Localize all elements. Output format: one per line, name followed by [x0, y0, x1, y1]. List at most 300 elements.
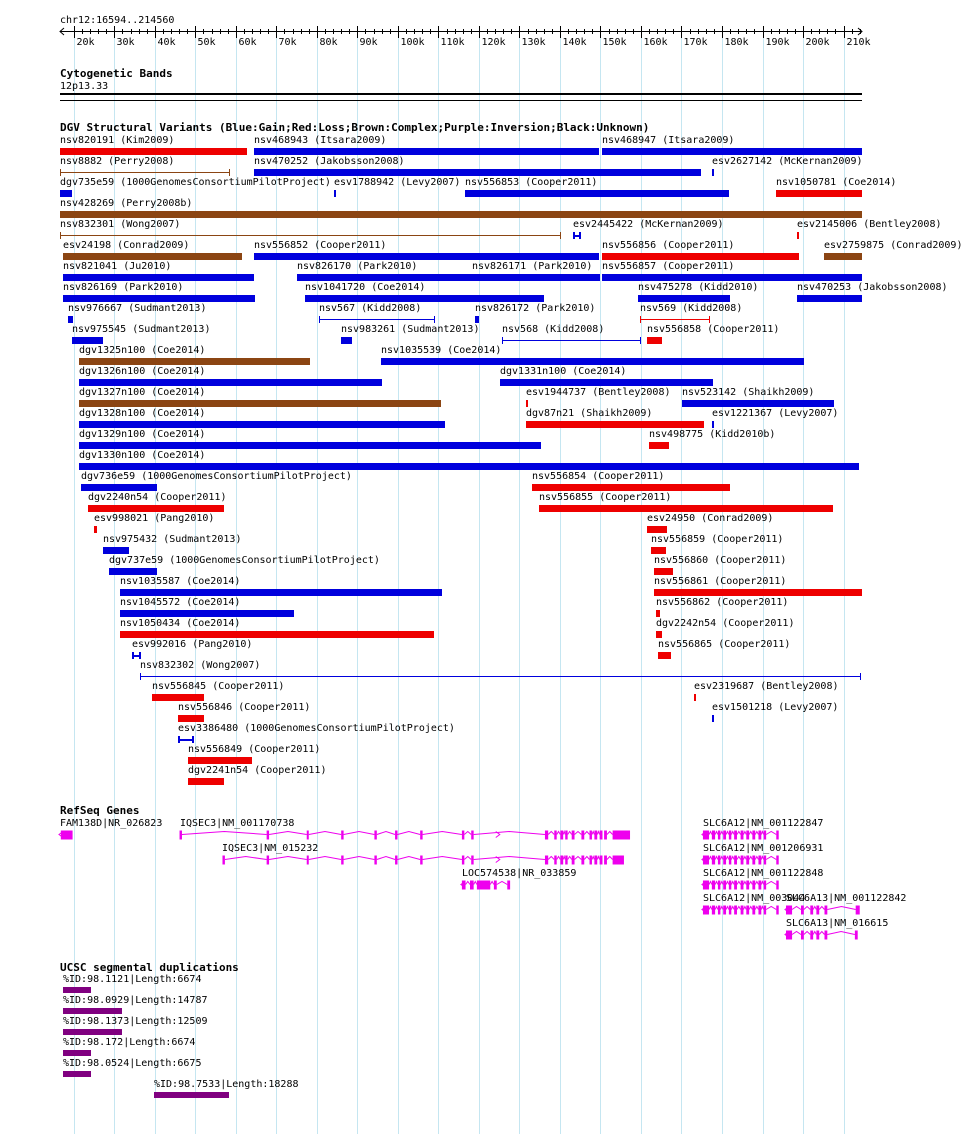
dgv-feature-label[interactable]: nsv475278 (Kidd2010) [638, 282, 759, 293]
dgv-feature-label[interactable]: nsv1045572 (Coe2014) [120, 597, 241, 608]
dgv-feature-label[interactable]: nsv975432 (Sudmant2013) [103, 534, 242, 545]
gene-exon [786, 906, 792, 915]
gene-exon [477, 881, 490, 890]
dgv-feature-label[interactable]: nsv556860 (Cooper2011) [654, 555, 787, 566]
dgv-feature-label[interactable]: dgv735e59 (1000GenomesConsortiumPilotProject) [60, 177, 331, 188]
gene-exon [758, 881, 761, 890]
ruler-tick-label: 200k [805, 37, 830, 48]
gene-intron [490, 882, 494, 885]
segdup-bar[interactable] [63, 987, 91, 993]
gene-intron [563, 832, 565, 835]
dgv-feature-label[interactable]: nsv556849 (Cooper2011) [188, 744, 321, 755]
gene-intron [792, 932, 801, 935]
gene-exon [718, 881, 720, 890]
dgv-feature-label[interactable]: dgv1331n100 (Coe2014) [500, 366, 627, 377]
gene-intron [575, 857, 582, 860]
gene-exon [374, 831, 376, 840]
gene-exon [395, 831, 397, 840]
gene-intron [737, 832, 741, 835]
cytoband-label: 12p13.33 [60, 81, 109, 92]
gene-label[interactable]: SLC6A12|NM_001122848 [703, 868, 824, 879]
gene-exon [752, 831, 755, 840]
gene-intron [804, 932, 810, 935]
gene-exon [758, 906, 761, 915]
gene-exon [600, 831, 603, 840]
gene-exon [470, 881, 474, 890]
dgv-feature-label[interactable]: esv2627142 (McKernan2009) [712, 156, 863, 167]
ruler-tick-label: 110k [440, 37, 465, 48]
gene-intron [726, 857, 729, 860]
gene-intron [715, 857, 718, 860]
dgv-feature-label[interactable]: nsv826172 (Park2010) [475, 303, 596, 314]
dgv-track-title[interactable]: DGV Structural Variants (Blue:Gain;Red:Loss;Brown:Complex;Purple:Inversion;Black:Unknown) [60, 121, 650, 134]
dgv-feature-label[interactable]: esv998021 (Pang2010) [94, 513, 215, 524]
gene-intron [225, 857, 267, 860]
dgv-feature-label[interactable]: dgv2241n54 (Cooper2011) [188, 765, 327, 776]
dgv-feature-label[interactable]: dgv1326n100 (Coe2014) [79, 366, 206, 377]
dgv-feature-label[interactable]: nsv820191 (Kim2009) [60, 135, 175, 146]
dgv-feature-label[interactable]: nsv468947 (Itsara2009) [602, 135, 735, 146]
gene-exon [613, 856, 624, 865]
gene-intron [749, 882, 752, 885]
gene-label[interactable]: FAM138D|NR_026823 [60, 818, 163, 829]
gene-exon [712, 881, 715, 890]
gene-intron [474, 832, 545, 835]
dgv-feature-label[interactable]: nsv556865 (Cooper2011) [658, 639, 791, 650]
gene-intron [377, 832, 395, 835]
ruler-tick-label: 130k [521, 37, 546, 48]
ruler-tick-label: 140k [562, 37, 587, 48]
dgv-feature-label[interactable]: nsv556846 (Cooper2011) [178, 702, 311, 713]
gene-intron [813, 907, 816, 910]
ruler-tick-label: 30k [116, 37, 135, 48]
dgv-feature-label[interactable]: nsv556861 (Cooper2011) [654, 576, 787, 587]
gene-exon [61, 831, 73, 840]
gene-exon [341, 856, 343, 865]
gene-intron [568, 857, 572, 860]
gene-exon [554, 831, 556, 840]
dgv-feature-label[interactable]: nsv1050781 (Coe2014) [776, 177, 897, 188]
dgv-feature-label[interactable]: esv1221367 (Levy2007) [712, 408, 839, 419]
dgv-feature-label[interactable]: nsv556859 (Cooper2011) [651, 534, 784, 545]
gene-label[interactable]: IQSEC3|NM_015232 [222, 843, 319, 854]
gene-intron [607, 857, 613, 860]
gene-exon [581, 856, 584, 865]
gene-intron [715, 907, 718, 910]
gene-exon [494, 881, 497, 890]
gene-label[interactable]: SLC6A13|NM_001122842 [786, 893, 907, 904]
gene-exon [810, 931, 813, 940]
gene-intron [749, 907, 752, 910]
ruler-tick-label: 50k [197, 37, 216, 48]
dgv-feature-label[interactable]: nsv556862 (Cooper2011) [656, 597, 789, 608]
gene-exon [801, 931, 804, 940]
gene-exon [729, 881, 731, 890]
segdup-label[interactable]: %ID:98.172|Length:6674 [63, 1037, 196, 1048]
gene-exon [712, 906, 715, 915]
gene-exon [776, 831, 778, 840]
gene-exon [723, 881, 726, 890]
cytoband-track-title[interactable]: Cytogenetic Bands [60, 67, 173, 80]
gene-exon [734, 831, 737, 840]
dgv-feature-label[interactable]: nsv826171 (Park2010) [472, 261, 593, 272]
gene-exon [180, 831, 182, 840]
gene-exon [703, 906, 709, 915]
gene-intron [464, 832, 471, 835]
gene-exon [307, 831, 309, 840]
gene-intron [819, 907, 824, 910]
gene-intron [464, 857, 471, 860]
segdup-bar[interactable] [63, 1008, 122, 1014]
gene-intron [755, 832, 758, 835]
gene-intron [548, 857, 554, 860]
segdup-track-title[interactable]: UCSC segmental duplications [60, 961, 239, 974]
gene-exon [471, 856, 473, 865]
gene-intron [726, 832, 729, 835]
dgv-feature-label[interactable]: nsv556845 (Cooper2011) [152, 681, 285, 692]
gene-exon [824, 906, 827, 915]
gene-intron [766, 907, 776, 910]
dgv-feature-label[interactable]: esv992016 (Pang2010) [132, 639, 253, 650]
gene-exon [764, 831, 766, 840]
gene-exon [734, 906, 737, 915]
gene-exon [752, 881, 755, 890]
gene-intron [397, 857, 420, 860]
dgv-feature-label[interactable]: nsv470253 (Jakobsson2008) [797, 282, 948, 293]
segdup-label[interactable]: %ID:98.1121|Length:6674 [63, 974, 202, 985]
gene-intron [709, 882, 712, 885]
dgv-feature-label[interactable]: nsv556853 (Cooper2011) [465, 177, 598, 188]
gene-exon [758, 831, 761, 840]
gene-intron [792, 907, 801, 910]
gene-exon [395, 856, 397, 865]
dgv-feature-label[interactable]: nsv821041 (Ju2010) [63, 261, 172, 272]
ruler-tick-label: 100k [400, 37, 425, 48]
gene-exon [712, 831, 715, 840]
gene-exon [560, 831, 563, 840]
dgv-feature-label[interactable]: nsv556852 (Cooper2011) [254, 240, 387, 251]
gene-label[interactable]: SLC6A12|NM_001122847 [703, 818, 824, 829]
gene-intron [423, 832, 462, 835]
gene-intron [731, 882, 734, 885]
gene-exon [741, 831, 744, 840]
dgv-feature-label[interactable]: dgv1327n100 (Coe2014) [79, 387, 206, 398]
gene-intron [709, 907, 712, 910]
gene-exon [776, 881, 778, 890]
gene-exon [420, 856, 422, 865]
gene-exon [723, 906, 726, 915]
gene-intron [819, 932, 824, 935]
ruler-tick-label: 180k [724, 37, 749, 48]
gene-intron [726, 882, 729, 885]
gene-exon [462, 881, 466, 890]
refseq-track-title[interactable]: RefSeq Genes [60, 804, 140, 817]
dgv-feature-label[interactable]: nsv523142 (Shaikh2009) [682, 387, 815, 398]
dgv-feature-label[interactable]: nsv976667 (Sudmant2013) [68, 303, 207, 314]
dgv-feature-label[interactable]: dgv736e59 (1000GenomesConsortiumPilotProject) [81, 471, 352, 482]
gene-intron [743, 857, 746, 860]
gene-intron [344, 857, 375, 860]
gene-exon [718, 906, 720, 915]
gene-intron [755, 907, 758, 910]
dgv-feature-label[interactable]: nsv832301 (Wong2007) [60, 219, 181, 230]
gene-intron [720, 882, 723, 885]
dgv-feature-label[interactable]: nsv556858 (Cooper2011) [647, 324, 780, 335]
gene-exon [545, 831, 548, 840]
ruler-tick-label: 120k [481, 37, 506, 48]
gene-exon [734, 856, 737, 865]
segdup-bar[interactable] [154, 1092, 229, 1098]
gene-exon [816, 906, 819, 915]
gene-exon [560, 856, 563, 865]
gene-intron [804, 907, 810, 910]
gene-intron [731, 857, 734, 860]
dgv-feature-label[interactable]: nsv498775 (Kidd2010b) [649, 429, 776, 440]
dgv-feature-label[interactable]: dgv1330n100 (Coe2014) [79, 450, 206, 461]
gene-intron [720, 832, 723, 835]
gene-exon [718, 831, 720, 840]
gene-intron [766, 832, 776, 835]
dgv-feature-label[interactable]: nsv8882 (Perry2008) [60, 156, 175, 167]
segdup-bar[interactable] [63, 1050, 91, 1056]
gene-intron [592, 832, 594, 835]
dgv-feature-label[interactable]: dgv1328n100 (Coe2014) [79, 408, 206, 419]
dgv-feature-label[interactable]: esv2145006 (Bentley2008) [797, 219, 942, 230]
gene-intron [557, 832, 561, 835]
dgv-feature-label[interactable]: nsv428269 (Perry2008b) [60, 198, 193, 209]
gene-exon [776, 856, 778, 865]
dgv-feature-label[interactable]: nsv556854 (Cooper2011) [532, 471, 665, 482]
ruler-tick-label: 70k [278, 37, 297, 48]
gene-label[interactable]: SLC6A12|NM_003044 [703, 893, 806, 904]
dgv-feature-label[interactable]: esv1944737 (Bentley2008) [526, 387, 671, 398]
ruler-tick-label: 210k [846, 37, 871, 48]
gene-exon [729, 831, 731, 840]
dgv-feature-label[interactable]: nsv1035587 (Coe2014) [120, 576, 241, 587]
gene-exon [741, 906, 744, 915]
gene-intron [397, 832, 420, 835]
gene-intron [743, 907, 746, 910]
gene-intron [726, 907, 729, 910]
gene-intron [597, 857, 599, 860]
gene-exon [712, 856, 715, 865]
gene-intron [344, 832, 375, 835]
gene-intron [568, 832, 572, 835]
gene-intron [827, 907, 855, 910]
gene-label[interactable]: LOC574538|NR_033859 [462, 868, 577, 879]
gene-intron [737, 857, 741, 860]
gene-intron [474, 882, 477, 885]
segdup-bar[interactable] [63, 1029, 122, 1035]
gene-exon [307, 856, 309, 865]
dgv-feature-label[interactable]: esv2445422 (McKernan2009) [573, 219, 724, 230]
dgv-feature-label[interactable]: dgv87n21 (Shaikh2009) [526, 408, 653, 419]
region-label: chr12:16594..214560 [60, 15, 175, 26]
dgv-feature-label[interactable]: nsv556855 (Cooper2011) [539, 492, 672, 503]
gene-exon [729, 856, 731, 865]
gene-exon [374, 856, 376, 865]
gene-intron [743, 882, 746, 885]
gene-exon [758, 856, 761, 865]
gene-exon [341, 831, 343, 840]
gene-intron [269, 857, 307, 860]
gene-exon [703, 881, 709, 890]
gene-exon [600, 856, 603, 865]
gene-exon [703, 831, 709, 840]
gene-intron [709, 832, 712, 835]
gene-exon [471, 831, 473, 840]
gene-label[interactable]: SLC6A12|NM_001206931 [703, 843, 824, 854]
dgv-feature-label[interactable]: nsv1041720 (Coe2014) [305, 282, 426, 293]
gene-exon [507, 881, 510, 890]
gene-intron [497, 882, 508, 885]
gene-intron [709, 857, 712, 860]
gene-intron [755, 857, 758, 860]
gene-label[interactable]: IQSEC3|NM_001170738 [180, 818, 295, 829]
dgv-feature-label[interactable]: esv1501218 (Levy2007) [712, 702, 839, 713]
dgv-feature-label[interactable]: nsv826170 (Park2010) [297, 261, 418, 272]
ruler-tick-label: 150k [602, 37, 627, 48]
gene-exon [752, 856, 755, 865]
gene-intron [749, 832, 752, 835]
dgv-feature-label[interactable]: nsv832302 (Wong2007) [140, 660, 261, 671]
gene-intron [720, 907, 723, 910]
gene-intron [755, 882, 758, 885]
gene-intron [720, 857, 723, 860]
gene-intron [592, 857, 594, 860]
gene-exon [420, 831, 422, 840]
gene-intron [715, 832, 718, 835]
gene-exon [594, 831, 597, 840]
gene-exon [741, 856, 744, 865]
ruler-tick-label: 90k [359, 37, 378, 48]
dgv-feature-label[interactable]: nsv556857 (Cooper2011) [602, 261, 735, 272]
gene-exon [718, 856, 720, 865]
dgv-feature-label[interactable]: esv1788942 (Levy2007) [334, 177, 461, 188]
segdup-bar[interactable] [63, 1071, 91, 1077]
gene-intron [761, 882, 763, 885]
gene-intron [761, 857, 763, 860]
gene-intron [377, 857, 395, 860]
gene-intron [575, 832, 582, 835]
dgv-feature-label[interactable]: dgv2242n54 (Cooper2011) [656, 618, 795, 629]
gene-exon [565, 856, 567, 865]
segdup-label[interactable]: %ID:98.1373|Length:12509 [63, 1016, 208, 1027]
gene-intron [761, 907, 763, 910]
gene-exon [810, 906, 813, 915]
gene-intron [607, 832, 613, 835]
gene-intron [731, 907, 734, 910]
gene-exon [462, 831, 464, 840]
gene-intron [766, 882, 776, 885]
gene-exon [604, 831, 607, 840]
gene-exon [590, 831, 592, 840]
gene-intron [309, 832, 341, 835]
dgv-feature-label[interactable]: nsv468943 (Itsara2009) [254, 135, 387, 146]
gene-exon [613, 831, 630, 840]
gene-intron [557, 857, 561, 860]
gene-exon [267, 831, 269, 840]
ruler-tick-label: 170k [683, 37, 708, 48]
dgv-feature-label[interactable]: dgv737e59 (1000GenomesConsortiumPilotProject) [109, 555, 380, 566]
gene-intron [813, 932, 816, 935]
gene-intron [269, 832, 307, 835]
ruler-tick-label: 190k [765, 37, 790, 48]
dgv-feature-label[interactable]: dgv2240n54 (Cooper2011) [88, 492, 227, 503]
dgv-feature-label[interactable]: esv2319687 (Bentley2008) [694, 681, 839, 692]
gene-intron [749, 857, 752, 860]
ruler-tick-label: 60k [238, 37, 257, 48]
gene-intron [584, 832, 589, 835]
gene-exon [462, 856, 464, 865]
gene-exon [572, 856, 575, 865]
gene-exon [581, 831, 584, 840]
gene-intron [474, 857, 545, 860]
gene-exon [729, 906, 731, 915]
segdup-label[interactable]: %ID:98.0929|Length:14787 [63, 995, 208, 1006]
gene-exon [746, 906, 749, 915]
gene-exon [816, 931, 819, 940]
gene-exon [856, 906, 860, 915]
dgv-feature-label[interactable]: esv3386480 (1000GenomesConsortiumPilotProject) [178, 723, 455, 734]
dgv-feature-label[interactable]: nsv567 (Kidd2008) [319, 303, 422, 314]
dgv-feature-label[interactable]: esv24950 (Conrad2009) [647, 513, 774, 524]
gene-intron [737, 907, 741, 910]
gene-exon [786, 931, 792, 940]
ruler-tick-label: 20k [76, 37, 95, 48]
dgv-feature-label[interactable]: nsv826169 (Park2010) [63, 282, 184, 293]
gene-exon [590, 856, 592, 865]
gene-exon [545, 856, 548, 865]
dgv-feature-label[interactable]: nsv568 (Kidd2008) [502, 324, 605, 335]
gene-exon [703, 856, 709, 865]
gene-intron [761, 832, 763, 835]
gene-intron [743, 832, 746, 835]
gene-intron [466, 882, 470, 885]
dgv-feature-label[interactable]: nsv569 (Kidd2008) [640, 303, 743, 314]
gene-intron [309, 857, 341, 860]
gene-label[interactable]: SLC6A13|NM_016615 [786, 918, 889, 929]
dgv-feature-label[interactable]: nsv983261 (Sudmant2013) [341, 324, 480, 335]
gene-exon [824, 931, 827, 940]
segdup-label[interactable]: %ID:98.0524|Length:6675 [63, 1058, 202, 1069]
gene-exon [222, 856, 224, 865]
dgv-feature-label[interactable]: nsv1050434 (Coe2014) [120, 618, 241, 629]
gene-intron [423, 857, 462, 860]
gene-exon [594, 856, 597, 865]
gene-intron [766, 857, 776, 860]
dgv-feature-label[interactable]: nsv1035539 (Coe2014) [381, 345, 502, 356]
gene-intron [731, 832, 734, 835]
gene-exon [801, 906, 804, 915]
dgv-feature-label[interactable]: esv24198 (Conrad2009) [63, 240, 190, 251]
segdup-label[interactable]: %ID:98.7533|Length:18288 [154, 1079, 299, 1090]
gene-exon [723, 856, 726, 865]
dgv-feature-label[interactable]: esv2759875 (Conrad2009) [824, 240, 962, 251]
gene-exon [746, 856, 749, 865]
dgv-feature-label[interactable]: nsv556856 (Cooper2011) [602, 240, 735, 251]
gene-exon [746, 831, 749, 840]
gene-exon [734, 881, 737, 890]
dgv-feature-label[interactable]: dgv1329n100 (Coe2014) [79, 429, 206, 440]
dgv-feature-label[interactable]: dgv1325n100 (Coe2014) [79, 345, 206, 356]
gene-intron [827, 932, 855, 935]
gene-exon [764, 906, 766, 915]
gene-exon [741, 881, 744, 890]
ruler-tick-label: 160k [643, 37, 668, 48]
dgv-feature-label[interactable]: nsv470252 (Jakobsson2008) [254, 156, 405, 167]
dgv-feature-label[interactable]: nsv975545 (Sudmant2013) [72, 324, 211, 335]
